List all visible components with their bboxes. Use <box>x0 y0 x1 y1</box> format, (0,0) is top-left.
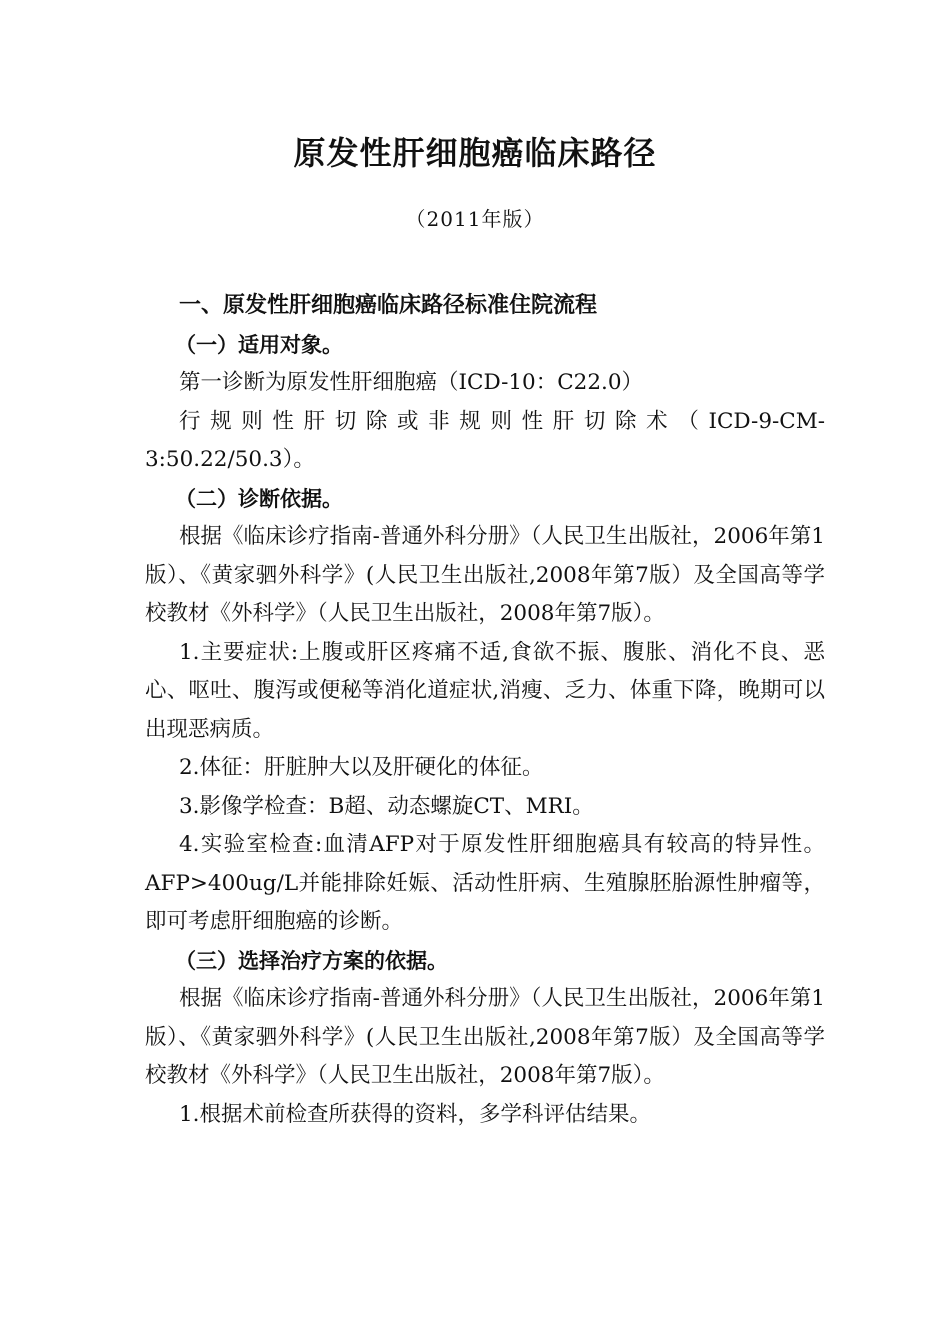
paragraph: 第一诊断为原发性肝细胞癌（ICD-10：C22.0） <box>179 370 644 395</box>
document-subtitle: （2011年版） <box>405 207 545 231</box>
paragraph: 3.影像学检查：B超、动态螺旋CT、MRI。 <box>179 793 594 819</box>
subsection-heading: （二）诊断依据。 <box>175 486 343 511</box>
document-title: 原发性肝细胞癌临床路径 <box>293 134 657 172</box>
section-heading: 一、原发性肝细胞癌临床路径标准住院流程 <box>179 293 598 318</box>
paragraph: 根据《临床诊疗指南-普通外科分册》（人民卫生出版社，2006年第1版）、《黄家驷外科学》(人民卫生出版社,2008年第7版）及全国高等学校教材《外科学》（人民卫生出版社，2008年第7版）。 <box>145 524 825 626</box>
paragraph: 1.主要症状:上腹或肝区疼痛不适,食欲不振、腹胀、消化不良、恶心、呕吐、腹泻或便秘等消化道症状,消瘦、乏力、体重下降，晚期可以出现恶病质。 <box>145 639 825 742</box>
subsection-heading: （三）选择治疗方案的依据。 <box>175 948 448 973</box>
paragraph: 1.根据术前检查所获得的资料，多学科评估结果。 <box>179 1101 652 1127</box>
paragraph: 2.体征：肝脏肿大以及肝硬化的体征。 <box>179 755 544 780</box>
paragraph: 4.实验室检查:血清AFP对于原发性肝细胞癌具有较高的特异性。AFP>400ug/L并能排除妊娠、活动性肝病、生殖腺胚胎源性肿瘤等，即可考虑肝细胞癌的诊断。 <box>145 832 825 934</box>
subsection-heading: （一）适用对象。 <box>175 332 343 357</box>
paragraph: 行规则性肝切除或非规则性肝切除术（ICD-9-CM-3:50.22/50.3）。 <box>145 408 825 472</box>
paragraph: 根据《临床诊疗指南-普通外科分册》（人民卫生出版社，2006年第1版）、《黄家驷外科学》(人民卫生出版社,2008年第7版）及全国高等学校教材《外科学》（人民卫生出版社，2008年第7版）。 <box>145 986 825 1088</box>
document-body <box>145 287 825 1134</box>
